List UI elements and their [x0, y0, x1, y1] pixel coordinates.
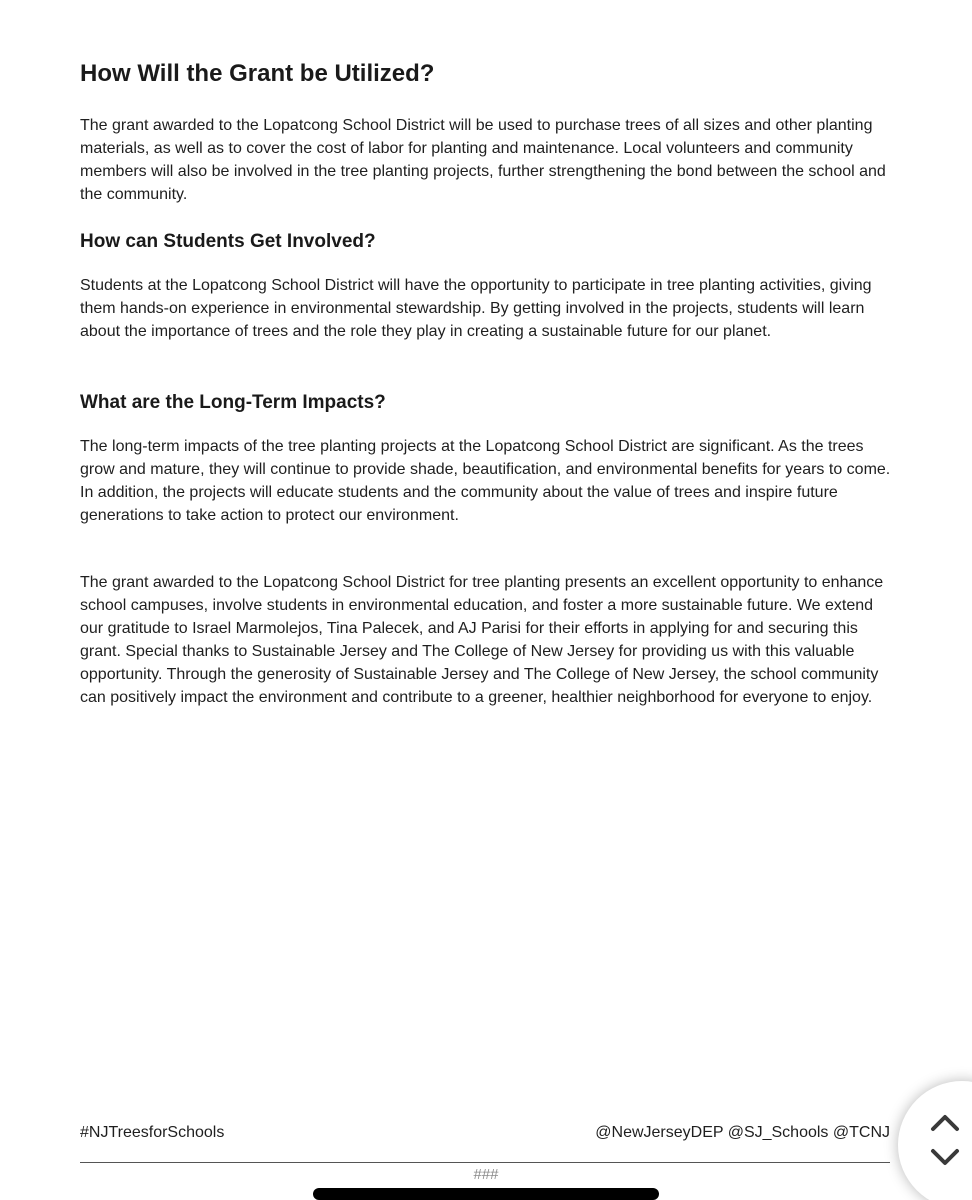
page-title: How Will the Grant be Utilized?	[80, 60, 435, 87]
footer-handles: @NewJerseyDEP @SJ_Schools @TCNJ	[595, 1124, 890, 1141]
intro-paragraph: The grant awarded to the Lopatcong School District will be used to purchase trees of all sizes and other planting materials, as well as to cover the cost of labor for planting and maintenance. Local volunteers and community members will also be involved in the tree planting projects, further strengthening the bond between the school and the community.	[80, 117, 886, 203]
footer-hashtag: #NJTreesforSchools	[80, 1124, 225, 1141]
scroll-control[interactable]	[898, 1081, 972, 1200]
section-heading-students: How can Students Get Involved?	[80, 231, 376, 252]
end-mark: ###	[473, 1166, 499, 1183]
chevron-up-icon[interactable]	[930, 1112, 960, 1132]
home-indicator[interactable]	[313, 1188, 659, 1200]
section-heading-impacts: What are the Long-Term Impacts?	[80, 392, 386, 413]
chevron-down-icon[interactable]	[930, 1148, 960, 1168]
footer-divider	[80, 1162, 890, 1163]
section-body-impacts: The long-term impacts of the tree planting projects at the Lopatcong School District are significant. As the trees grow and mature, they will continue to provide shade, beautification, and environmental benefits for years to come. In addition, the projects will educate students and the community about the value of trees and inspire future generations to take action to protect our environment.	[80, 438, 891, 524]
closing-paragraph: The grant awarded to the Lopatcong School District for tree planting presents an excellent opportunity to enhance school campuses, involve students in environmental education, and foster a more sustainable future. We extend our gratitude to Israel Marmolejos, Tina Palecek, and AJ Parisi for their efforts in applying for and securing this grant. Special thanks to Sustainable Jersey and The College of New Jersey for providing us with this valuable opportunity. Through the generosity of Sustainable Jersey and The College of New Jersey, the school community can positively impact the environment and contribute to a greener, healthier neighborhood for everyone to enjoy.	[80, 574, 884, 706]
section-body-students: Students at the Lopatcong School District will have the opportunity to participate in tree planting activities, giving them hands-on experience in environmental stewardship. By getting involved in the projects, students will learn about the importance of trees and the role they play in creating a sustainable future for our planet.	[80, 277, 872, 340]
